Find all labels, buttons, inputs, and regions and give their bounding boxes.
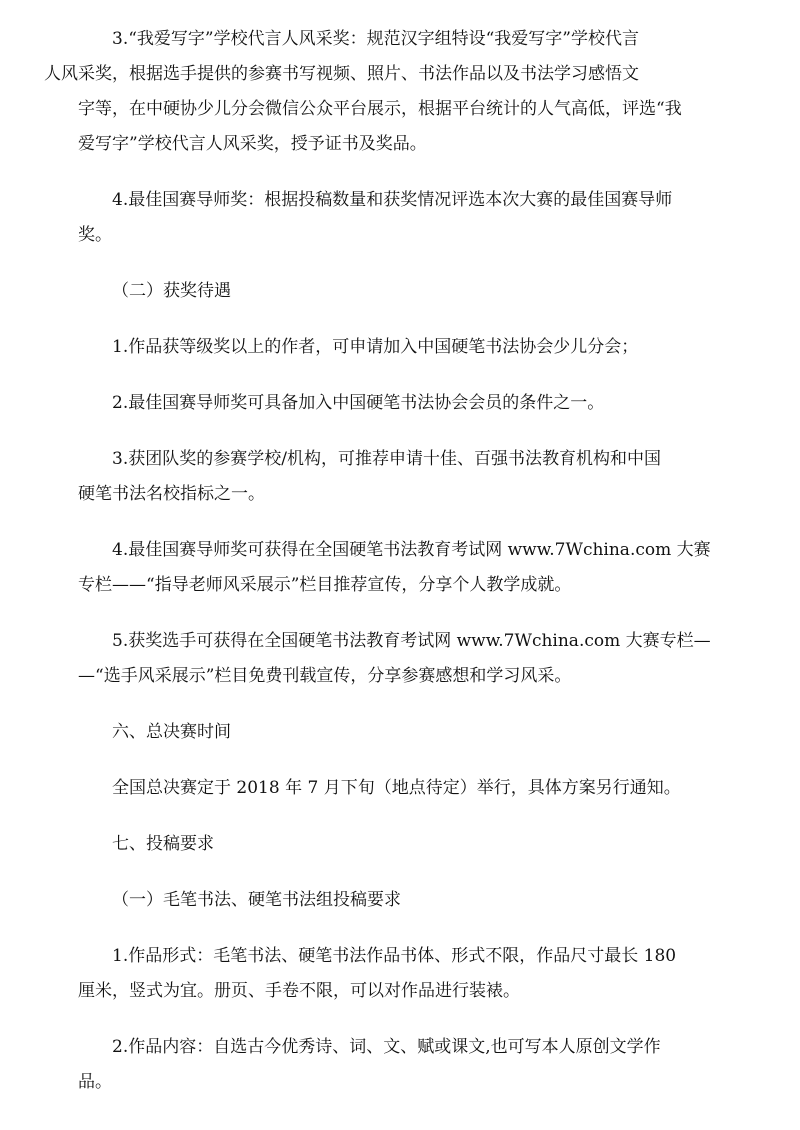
paragraph-benefit-3 [78,442,724,512]
paragraph-work-form [78,939,724,1009]
text-line: 厘米，竖式为宜。册页、手卷不限，可以对作品进行装裱。 [78,981,520,1001]
text-line: 5.获奖选手可获得在全国硬笔书法教育考试网 www.7Wchina.com 大赛专栏— [112,631,711,651]
paragraph-award-spokesperson [44,22,724,162]
section-heading-submission [78,827,724,862]
paragraph-work-content [78,1030,724,1100]
text-line: 1.作品形式：毛笔书法、硬笔书法作品书体、形式不限，作品尺寸最长 180 [112,946,677,966]
paragraph-benefit-5 [78,624,724,694]
text-line: 4.最佳国赛导师奖：根据投稿数量和获奖情况评选本次大赛的最佳国赛导师 [112,190,673,210]
text-line: （一）毛笔书法、硬笔书法组投稿要求 [112,890,401,910]
text-line: 专栏——“指导老师风采展示”栏目推荐宣传，分享个人教学成就。 [78,575,572,595]
text-line: —“选手风采展示”栏目免费刊载宣传，分享参赛感想和学习风采。 [78,666,572,686]
text-line: 爱写字”学校代言人风采奖，授予证书及奖品。 [78,134,427,154]
text-line: 全国总决赛定于 2018 年 7 月下旬（地点待定）举行，具体方案另行通知。 [112,778,681,798]
text-line: 硬笔书法名校指标之一。 [78,484,265,504]
text-line: 六、总决赛时间 [112,722,231,742]
text-line: 1.作品获等级奖以上的作者，可申请加入中国硬笔书法协会少儿分会； [112,337,639,357]
text-line: 人风采奖，根据选手提供的参赛书写视频、照片、书法作品以及书法学习感悟文 [44,64,639,84]
subsection-heading-calligraphy [78,883,724,918]
text-line: 2.作品内容：自选古今优秀诗、词、文、赋或课文,也可写本人原创文学作 [112,1037,661,1057]
paragraph-benefit-2 [78,386,724,421]
text-line: 七、投稿要求 [112,834,214,854]
text-line: 奖。 [78,225,112,245]
text-line: （二）获奖待遇 [112,281,231,301]
section-heading-finals-time [78,715,724,750]
text-line: 2.最佳国赛导师奖可具备加入中国硬笔书法协会会员的条件之一。 [112,393,605,413]
text-line: 4.最佳国赛导师奖可获得在全国硬笔书法教育考试网 www.7Wchina.com 大赛 [112,540,711,560]
paragraph-benefit-4 [78,533,724,603]
text-line: 品。 [78,1072,112,1092]
paragraph-finals-time [78,771,724,806]
paragraph-best-mentor-award [78,183,724,253]
paragraph-benefit-1 [78,330,724,365]
document-page [44,22,724,1121]
text-line: 字等，在中硬协少儿分会微信公众平台展示，根据平台统计的人气高低，评选“我 [78,99,682,119]
text-line: 3.获团队奖的参赛学校/机构，可推荐申请十佳、百强书法教育机构和中国 [112,449,661,469]
section-heading-benefits [78,274,724,309]
text-line: 3.“我爱写字”学校代言人风采奖：规范汉字组特设“我爱写字”学校代言 [112,29,639,49]
